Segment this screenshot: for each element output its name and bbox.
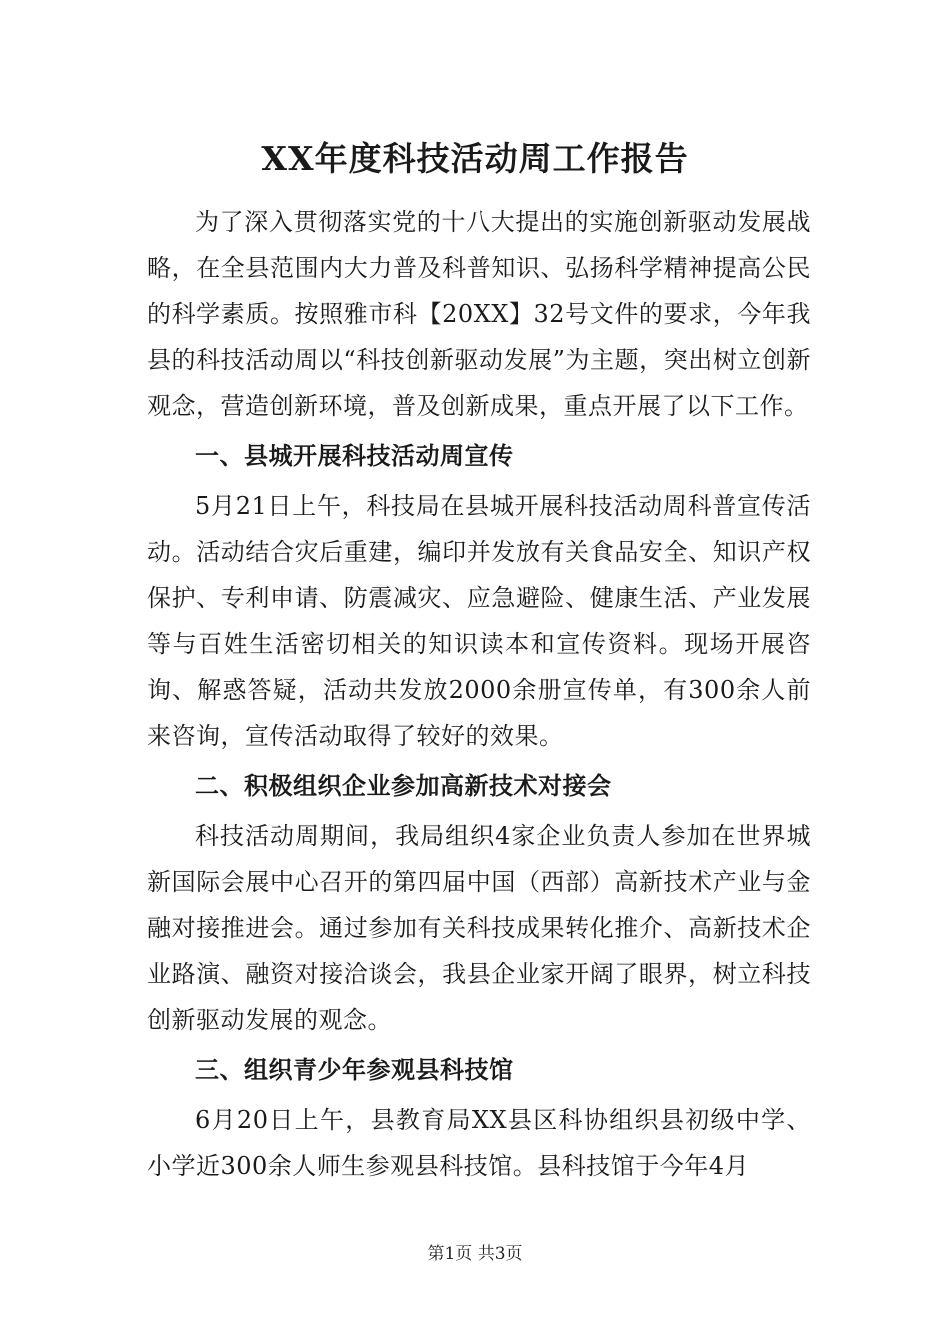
section-heading-1: 一、县城开展科技活动周宣传 (195, 442, 514, 470)
section-heading-3: 三、组织青少年参观县科技馆 (195, 1056, 514, 1084)
intro-paragraph: 为了深入贯彻落实党的十八大提出的实施创新驱动发展战略，在全县范围内大力普及科普知识、弘扬科学精神提高公民的科学素质。按照雅市科【20XX】32号文件的要求，今年我县的科技活动周以“科技创新驱动发展”为主题，突出树立创新观念，营造创新环境，普及创新成果，重点开展了以下工作。 (147, 208, 811, 420)
section-body-2: 科技活动周期间，我局组织4家企业负责人参加在世界城新国际会展中心召开的第四届中国（西部）高新技术产业与金融对接推进会。通过参加有关科技成果转化推介、高新技术企业路演、融资对接洽谈会，我县企业家开阔了眼界，树立科技创新驱动发展的观念。 (147, 822, 811, 1034)
section-heading-2: 二、积极组织企业参加高新技术对接会 (195, 772, 612, 800)
document-body (147, 199, 811, 1189)
section-body-3: 6月20日上午，县教育局XX县区科协组织县初级中学、小学近300余人师生参观县科技馆。县科技馆于今年4月 (147, 1106, 811, 1180)
section-body-1: 5月21日上午，科技局在县城开展科技活动周科普宣传活动。活动结合灾后重建，编印并发放有关食品安全、知识产权保护、专利申请、防震减灾、应急避险、健康生活、产业发展等与百姓生活密切相关的知识读本和宣传资料。现场开展咨询、解惑答疑，活动共发放2000余册宣传单，有300余人前来咨询，宣传活动取得了较好的效果。 (147, 492, 811, 750)
document-title: XX年度科技活动周工作报告 (261, 139, 689, 178)
page-number-footer: 第1页 共3页 (427, 1244, 523, 1264)
